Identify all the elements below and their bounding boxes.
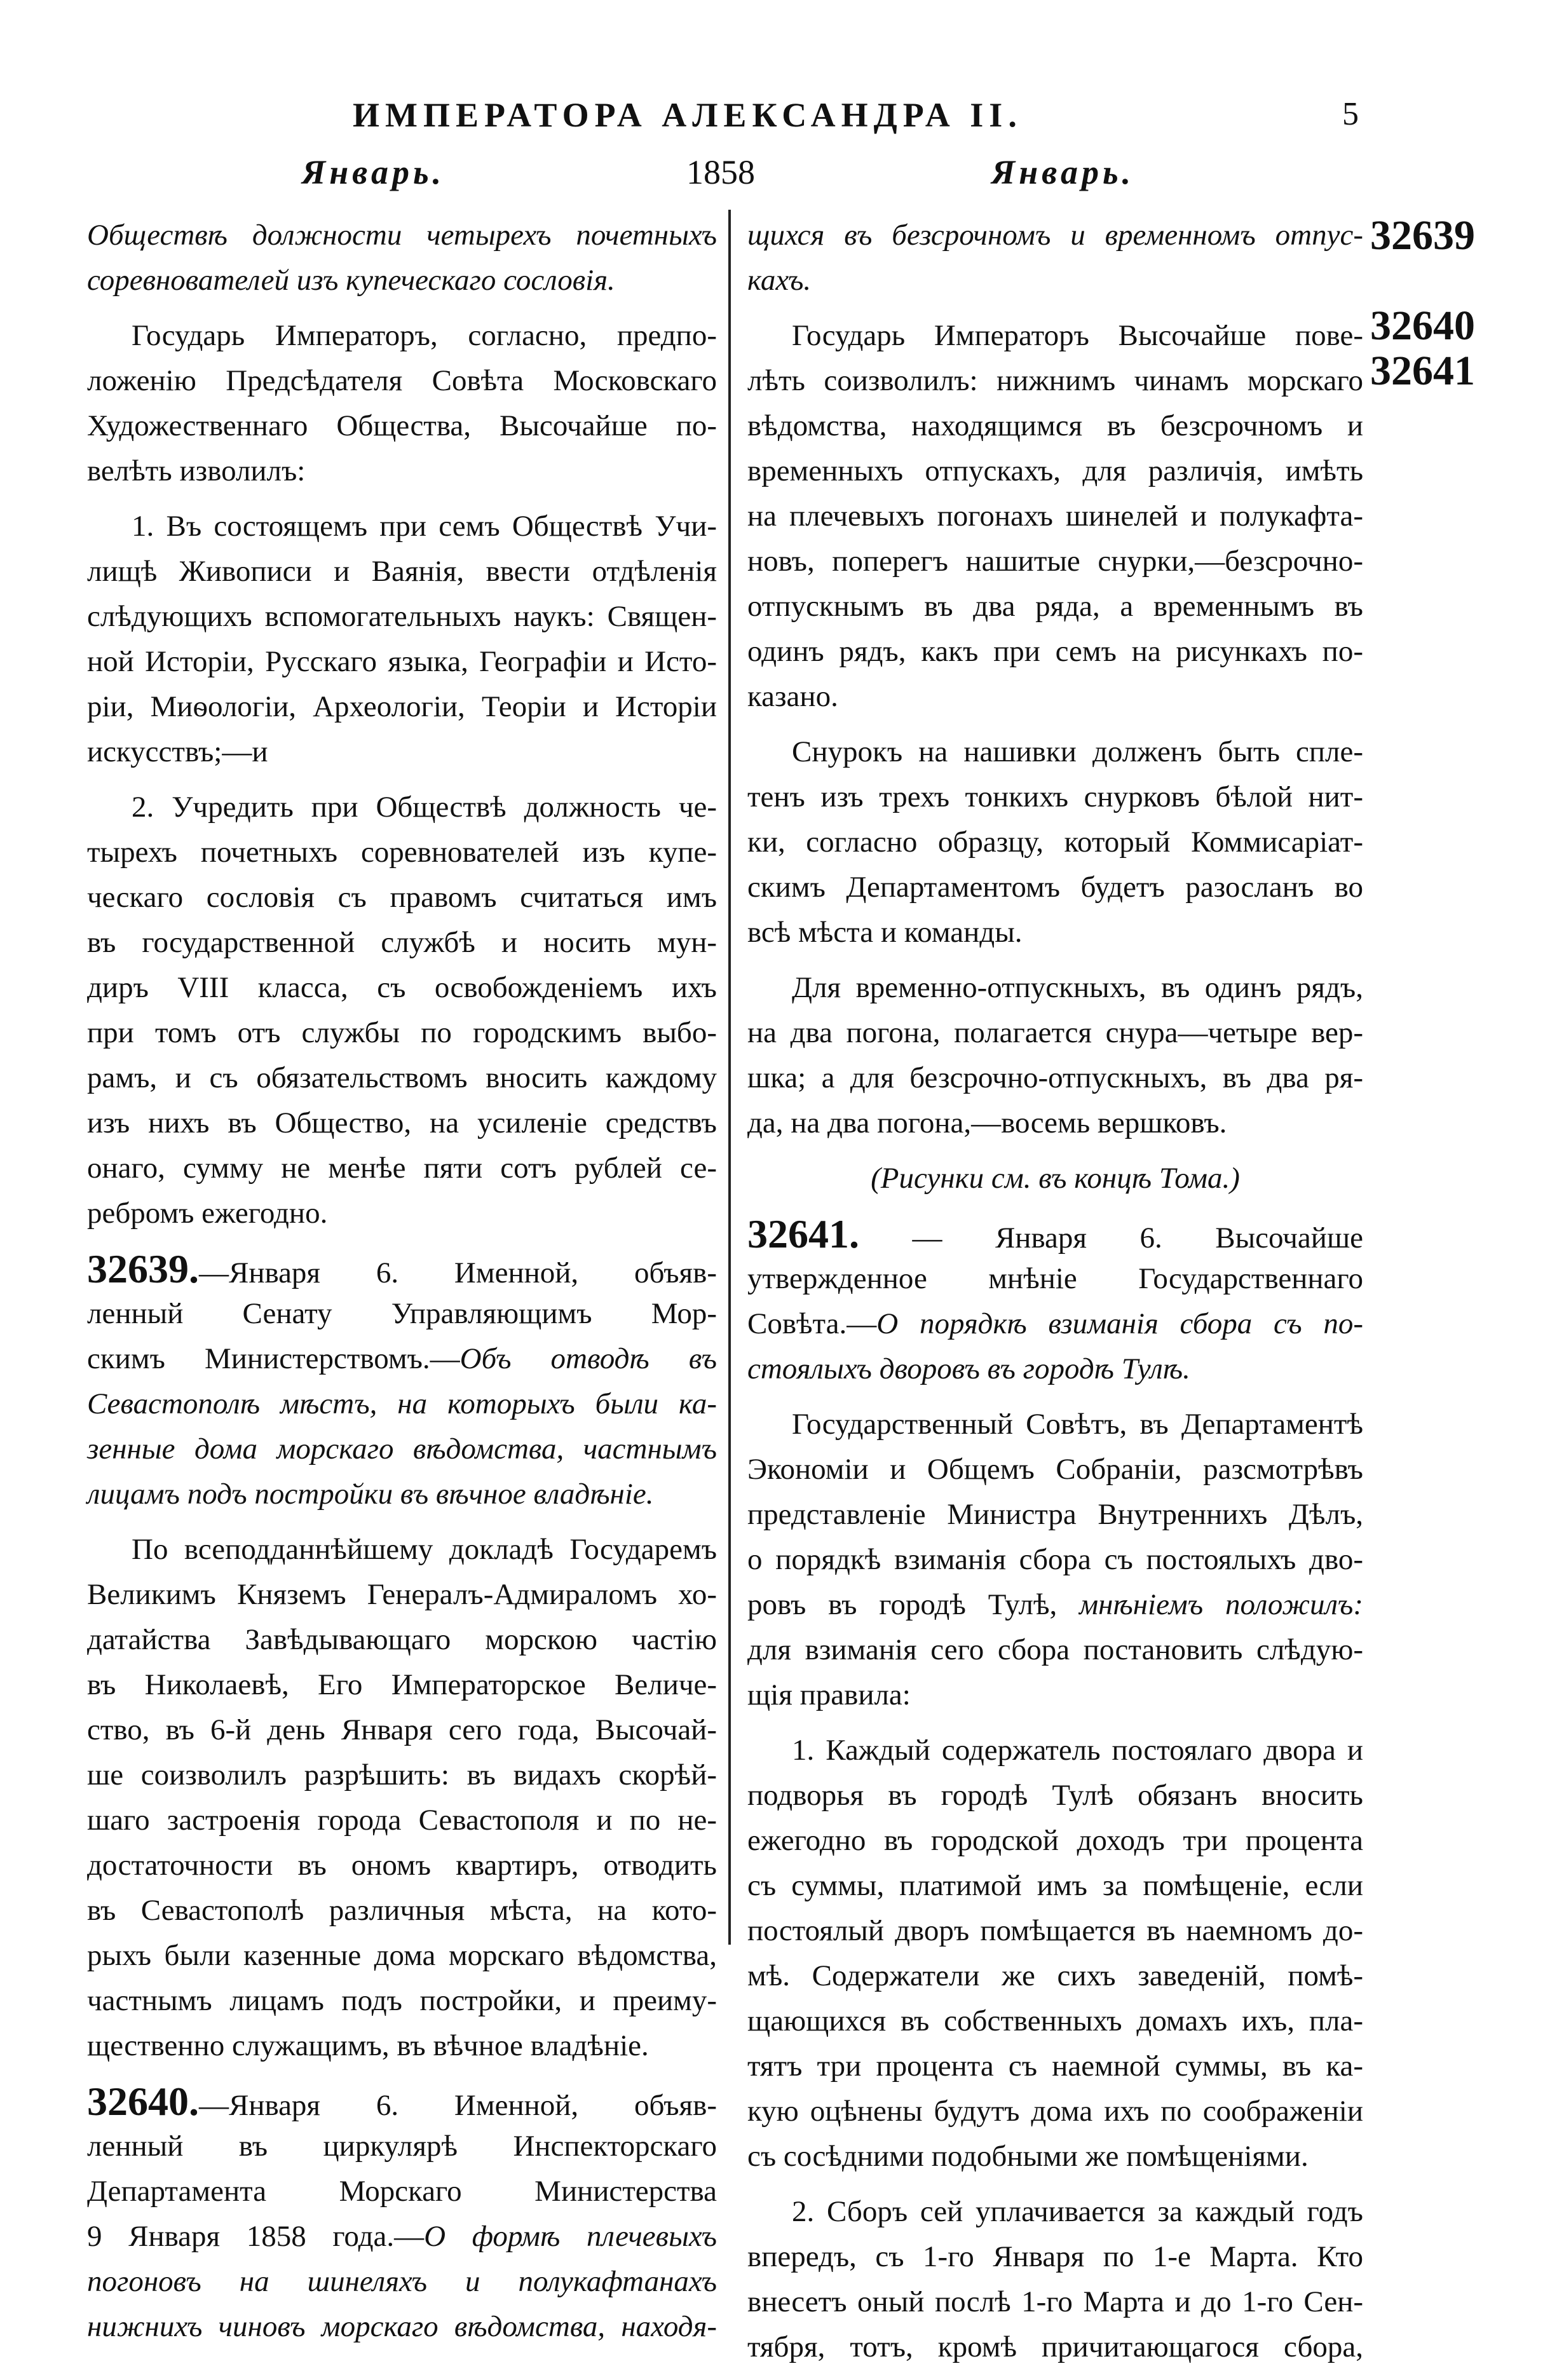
text-line: отпускнымъ въ два ряда, а временнымъ въ [747, 590, 1363, 623]
text-span: ровъ въ городѣ Тулѣ, [747, 1588, 1080, 1621]
italic-text: зенные дома морскаго вѣдомства, частнымъ [87, 1432, 717, 1465]
text-line: искусствъ;—и [87, 735, 268, 768]
text-line: на плечевыхъ погонахъ шинелей и полукафта- [747, 500, 1363, 533]
text-line: щія правила: [747, 1678, 911, 1711]
text-line: тенъ изъ трехъ тонкихъ снурковъ бѣлой нит- [747, 780, 1363, 813]
text-line: одинъ рядъ, какъ при семъ на рисункахъ по- [747, 635, 1363, 668]
text-line: датайства Завѣдывающаго морскою частію [87, 1623, 717, 1656]
text-span: Совѣта.— [747, 1307, 877, 1340]
text-line [87, 1336, 717, 1382]
text-line: Для временно-отпускныхъ, въ одинъ рядъ, [792, 971, 1363, 1004]
text-line: при томъ отъ службы по городскимъ выбо- [87, 1016, 717, 1049]
text-line: Великимъ Княземъ Генералъ-Адмираломъ хо- [87, 1578, 717, 1611]
text-line: ческаго сословія съ правомъ считаться имъ [87, 881, 717, 914]
text-line: лѣть соизволилъ: нижнимъ чинамъ морскаго [747, 364, 1363, 397]
text-line: щающихся въ собственныхъ домахъ ихъ, пла- [747, 2004, 1363, 2037]
text-line [87, 2259, 717, 2304]
text-line: ежегодно въ городской доходъ три процента [747, 1824, 1363, 1857]
text-line [87, 2214, 717, 2259]
italic-text: стоялыхъ дворовъ въ городѣ Тулѣ. [747, 1352, 1190, 1385]
paragraph [747, 1211, 1363, 1392]
entry-number: 32639. [87, 1246, 199, 1291]
text-line: ложенію Предсѣдателя Совѣта Московскаго [87, 364, 717, 397]
text-span: —Января 6. Именной, объяв- [199, 2089, 717, 2122]
italic-text: О формѣ плечевыхъ [424, 2220, 717, 2253]
text-line: въ государственной службѣ и носить мун- [87, 926, 717, 959]
paragraph [747, 730, 1363, 955]
text-line: казано. [747, 680, 838, 713]
text-line: подворья въ городѣ Тулѣ обязанъ вносить [747, 1779, 1363, 1812]
paragraph [747, 965, 1363, 1146]
paragraph [747, 1402, 1363, 1718]
text-line: 2. Сборъ сей уплачивается за каждый годъ [792, 2195, 1363, 2228]
text-line: онаго, сумму не менѣе пяти сотъ рублей се- [87, 1152, 717, 1185]
text-span: — Января 6. Высочайше [859, 1221, 1363, 1255]
text-line: ки, согласно образцу, который Коммисаріат- [747, 826, 1363, 859]
italic-text: О порядкѣ взиманія сбора съ по- [876, 1307, 1363, 1340]
text-line: постоялый дворъ помѣщается въ наемномъ до- [747, 1914, 1363, 1947]
text-line [87, 1382, 717, 1427]
left-column [87, 213, 717, 2360]
text-line: вѣдомства, находящимся въ безсрочномъ и [747, 409, 1363, 442]
text-line: Государственный Совѣтъ, въ Департаментѣ [792, 1408, 1363, 1441]
italic-text: Объ отводѣ въ [459, 1342, 717, 1375]
text-line [747, 1302, 1363, 1347]
text-line [87, 2304, 717, 2349]
text-span: скимъ Министерствомъ.— [87, 1342, 460, 1375]
paragraph [87, 1246, 717, 1517]
text-line [747, 1582, 1363, 1628]
page-number: 5 [1342, 96, 1359, 132]
paragraph [747, 213, 1363, 303]
text-line: шаго застроенія города Севастополя и по не- [87, 1804, 717, 1837]
text-line: достаточности въ ономъ квартиръ, отводить [87, 1849, 717, 1882]
text-line: ріи, Миѳологіи, Археологіи, Теоріи и Исторіи [87, 690, 717, 723]
text-line: тырехъ почетныхъ соревнователей изъ купе- [87, 836, 717, 869]
entry-number: 32641. [747, 1211, 859, 1256]
italic-text: (Рисунки см. въ концѣ Тома.) [871, 1162, 1240, 1195]
text-line: По всеподданнѣйшему докладѣ Государемъ [132, 1533, 717, 1566]
month-heading-right: Январь. [991, 153, 1135, 191]
paragraph [747, 1728, 1363, 2179]
text-line: для взиманія сего сбора постановить слѣдую- [747, 1633, 1363, 1666]
text-line: представленіе Министра Внутреннихъ Дѣлъ, [747, 1498, 1363, 1531]
text-line [87, 1427, 717, 1472]
running-title: ИМПЕРАТОРА АЛЕКСАНДРА II. [353, 96, 1023, 134]
text-line: утвержденное мнѣніе Государственнаго [747, 1262, 1363, 1295]
text-line: съ суммы, платимой имъ за помѣщеніе, если [747, 1869, 1363, 1902]
text-line [87, 258, 717, 303]
italic-text: Обществѣ должности четырехъ почетныхъ [87, 219, 717, 252]
italic-text: щихся въ безсрочномъ и временномъ отпус- [747, 219, 1363, 252]
paragraph [747, 2189, 1363, 2370]
text-line: Снурокъ на нашивки долженъ быть спле- [792, 735, 1363, 768]
text-line: частнымъ лицамъ подъ постройки, и преиму- [87, 1984, 717, 2017]
text-line: съ сосѣдними подобными же помѣщеніями. [747, 2140, 1309, 2173]
text-line: рыхъ были казенные дома морскаго вѣдомства, [87, 1939, 717, 1972]
text-line: кую оцѣнены будутъ дома ихъ по соображеніи [747, 2095, 1363, 2128]
text-line [87, 1472, 717, 1517]
paragraph [747, 313, 1363, 719]
text-line: Экономіи и Общемъ Собраніи, разсмотрѣвъ [747, 1453, 1363, 1486]
margin-number-32639: 32639 [1370, 212, 1475, 259]
text-line [747, 1156, 1363, 1201]
italic-text: соревнователей изъ купеческаго сословія. [87, 264, 615, 297]
text-line [87, 1246, 717, 1291]
text-line: тября, тотъ, кромѣ причитающагося сбора, [747, 2330, 1363, 2363]
text-line: новъ, поперегъ нашитые снурки,—безсрочно- [747, 545, 1363, 578]
text-line: слѣдующихъ вспомогательныхъ наукъ: Священ- [87, 600, 717, 633]
text-line [87, 213, 717, 258]
text-line: ленный въ циркулярѣ Инспекторскаго [87, 2130, 717, 2163]
entry-number: 32640. [87, 2079, 199, 2124]
text-line: на два погона, полагается снура—четыре вер- [747, 1016, 1363, 1049]
text-line [747, 213, 1363, 258]
paragraph [87, 313, 717, 494]
paragraph [87, 2079, 717, 2349]
text-line: ше соизволилъ разрѣшить: въ видахъ скорѣй- [87, 1758, 717, 1792]
text-line: ленный Сенату Управляющимъ Мор- [87, 1297, 717, 1330]
text-line: да, на два погона,—восемь вершковъ. [747, 1106, 1227, 1139]
text-line [87, 2079, 717, 2124]
column-divider [728, 210, 731, 1945]
text-line: тятъ три процента съ наемной суммы, въ ка- [747, 2050, 1363, 2083]
text-line: всѣ мѣста и команды. [747, 916, 1023, 949]
text-line: 1. Въ состоящемъ при семъ Обществѣ Учи- [132, 510, 717, 543]
text-span: —Января 6. Именной, объяв- [199, 1256, 717, 1289]
right-column [747, 213, 1363, 2380]
text-line: диръ VIII класса, съ освобожденіемъ ихъ [87, 971, 717, 1004]
paragraph [87, 1527, 717, 2069]
italic-text: погоновъ на шинеляхъ и полукафтанахъ [87, 2265, 717, 2298]
text-line: 2. Учредить при Обществѣ должность че- [132, 791, 717, 824]
text-line: впередъ, съ 1-го Января по 1-е Марта. Кто [747, 2240, 1363, 2273]
italic-text: Севастополѣ мѣстъ, на которыхъ были ка- [87, 1387, 717, 1420]
italic-text: мнѣніемъ положилъ: [1079, 1588, 1363, 1621]
text-line: скимъ Департаментомъ будетъ разосланъ во [747, 871, 1363, 904]
margin-number-32640: 32640 [1370, 303, 1475, 349]
paragraph [87, 504, 717, 775]
text-line [747, 1211, 1363, 1256]
paragraph [87, 213, 717, 303]
margin-number-32641: 32641 [1370, 348, 1475, 394]
text-line: Государь Императоръ, согласно, предпо- [132, 319, 717, 352]
text-line: въ Севастополѣ различныя мѣста, на кото- [87, 1894, 717, 1927]
text-line: щественно служащимъ, въ вѣчное владѣніе. [87, 2029, 649, 2062]
text-line: ной Исторіи, Русскаго языка, Географіи и Исто- [87, 645, 717, 678]
text-line: велѣть изволилъ: [87, 454, 306, 487]
italic-text: лицамъ подъ постройки въ вѣчное владѣніе. [87, 1478, 654, 1511]
text-line: о порядкѣ взиманія сбора съ постоялыхъ дво- [747, 1543, 1363, 1576]
text-line: ребромъ ежегодно. [87, 1197, 328, 1230]
text-line: лищѣ Живописи и Ваянія, ввести отдѣленія [87, 555, 717, 588]
italic-text: нижнихъ чиновъ морскаго вѣдомства, находя- [87, 2310, 717, 2343]
text-line: Государь Императоръ Высочайше пове- [792, 319, 1363, 352]
text-span: 9 Января 1858 года.— [87, 2220, 425, 2253]
text-line: ство, въ 6-й день Января сего года, Высочай- [87, 1713, 717, 1746]
text-line: 1. Каждый содержатель постоялаго двора и [792, 1734, 1363, 1767]
year-heading: 1858 [686, 153, 755, 191]
text-line: шка; а для безсрочно-отпускныхъ, въ два ря- [747, 1061, 1363, 1094]
italic-text: кахъ. [747, 264, 812, 297]
text-line: въ Николаевѣ, Его Императорское Величе- [87, 1668, 717, 1701]
text-line: временныхъ отпускахъ, для различія, имѣть [747, 454, 1363, 487]
text-line: Департамента Морскаго Министерства [87, 2175, 717, 2208]
text-line: рамъ, и съ обязательствомъ вносить каждому [87, 1061, 717, 1094]
month-heading-left: Январь. [302, 153, 445, 191]
text-line: внесетъ оный послѣ 1-го Марта и до 1-го Сен- [747, 2285, 1363, 2318]
text-line: Художественнаго Общества, Высочайше по- [87, 409, 717, 442]
text-line [747, 258, 1363, 303]
text-line: изъ нихъ въ Общество, на усиленіе средствъ [87, 1106, 717, 1139]
text-line: мѣ. Содержатели же сихъ заведеній, помѣ- [747, 1959, 1363, 1992]
paragraph [747, 1156, 1363, 1201]
text-line [747, 1347, 1363, 1392]
paragraph [87, 785, 717, 1236]
